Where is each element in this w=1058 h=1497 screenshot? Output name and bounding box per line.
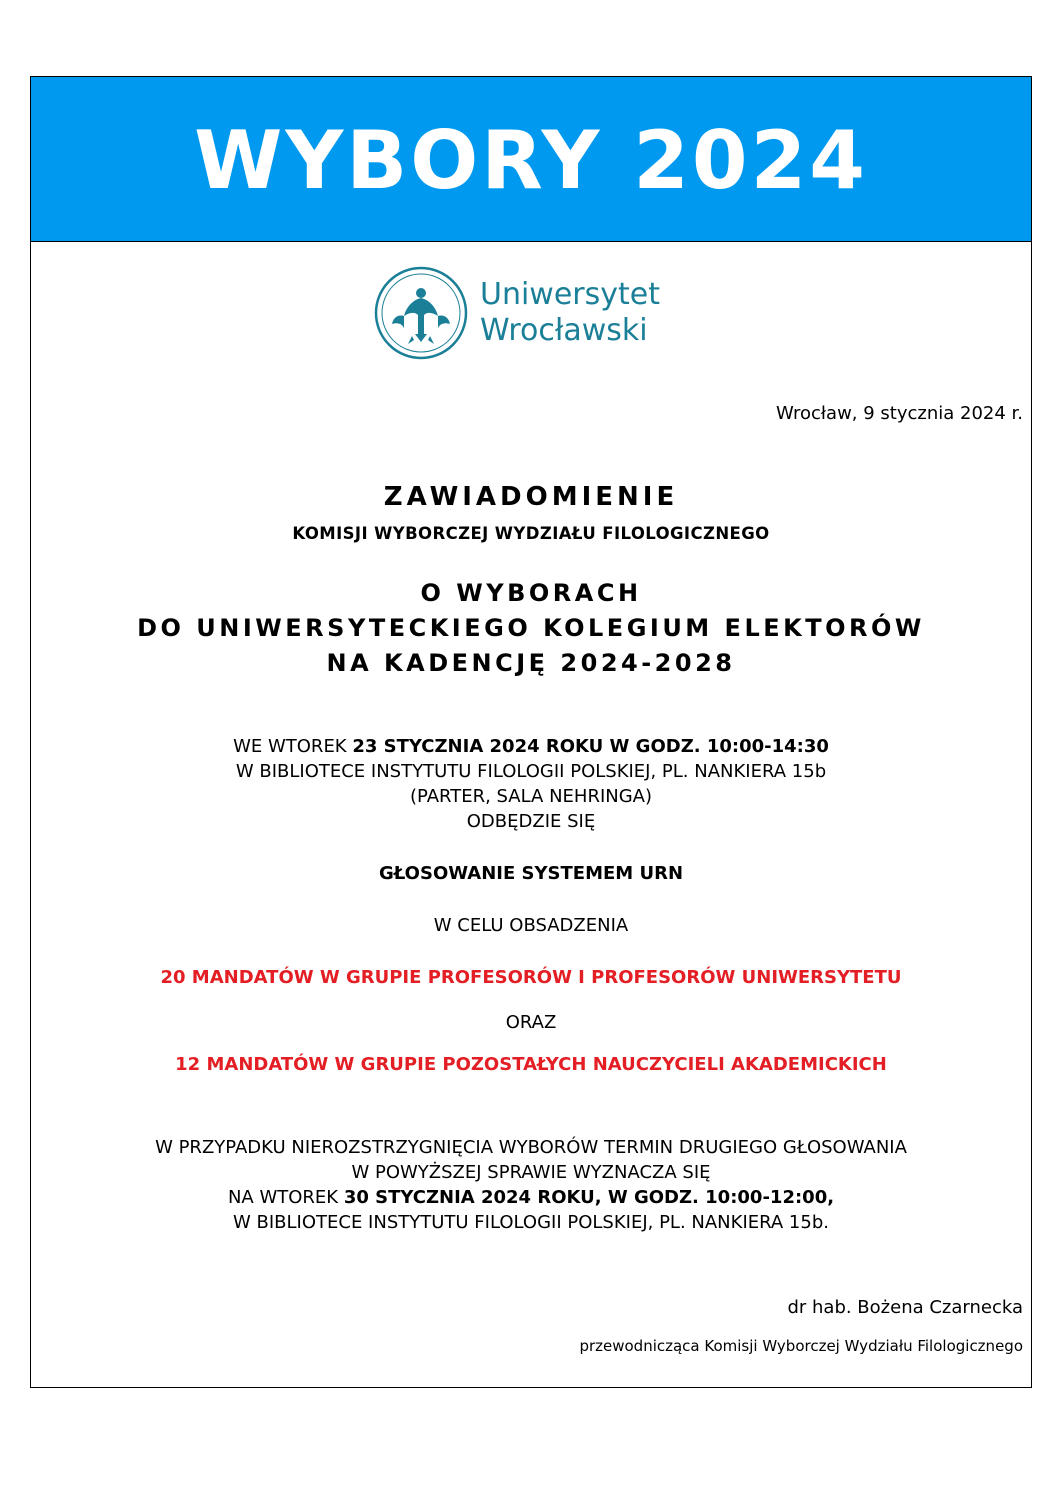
banner-title: WYBORY 2024: [194, 114, 868, 207]
second-vote-details: [31, 1135, 1031, 1235]
election-heading: [31, 576, 1031, 681]
university-logo: [374, 266, 660, 360]
university-name: [480, 277, 660, 349]
voting-purpose: W CELU OBSADZENIA: [433, 915, 629, 936]
election-will-take-place: ODBĘDZIE SIĘ: [466, 811, 596, 832]
university-name-line2: Wrocławski: [480, 313, 648, 348]
second-vote-prefix: NA WTOREK: [227, 1187, 344, 1208]
notice-title: ZAWIADOMIENIE: [383, 482, 679, 512]
signatory-name: dr hab. Bożena Czarnecka: [787, 1297, 1023, 1318]
header-banner: [31, 77, 1031, 242]
signatory-role: przewodnicząca Komisji Wyborczej Wydziału Filologicznego: [579, 1337, 1023, 1355]
conjunction-oraz: ORAZ: [505, 1012, 557, 1033]
second-vote-line2: W POWYŻSZEJ SPRAWIE WYZNACZA SIĘ: [351, 1162, 711, 1183]
election-heading-line2: DO UNIWERSYTECKIEGO KOLEGIUM ELEKTORÓW: [137, 614, 925, 642]
notice-frame: [30, 76, 1032, 1388]
election-date: 23 STYCZNIA 2024 ROKU W GODZ. 10:00-14:30: [352, 736, 829, 757]
election-details: [31, 734, 1031, 834]
notice-date: Wrocław, 9 stycznia 2024 r.: [776, 403, 1023, 424]
second-vote-line4: W BIBLIOTECE INSTYTUTU FILOLOGII POLSKIEJ, PL. NANKIERA 15b.: [232, 1212, 829, 1233]
mandates-other-teachers: 12 MANDATÓW W GRUPIE POZOSTAŁYCH NAUCZYCIELI AKADEMICKICH: [175, 1054, 887, 1075]
second-vote-date: 30 STYCZNIA 2024 ROKU, W GODZ. 10:00-12:00,: [343, 1187, 835, 1208]
election-room: (PARTER, SALA NEHRINGA): [409, 786, 653, 807]
election-date-prefix: WE WTOREK: [233, 736, 353, 757]
mandates-professors: 20 MANDATÓW W GRUPIE PROFESORÓW I PROFESORÓW UNIWERSYTETU: [160, 967, 902, 988]
university-name-line1: Uniwersytet: [480, 277, 660, 312]
election-place: W BIBLIOTECE INSTYTUTU FILOLOGII POLSKIEJ, PL. NANKIERA 15b: [235, 761, 827, 782]
election-date-line: [31, 734, 1031, 759]
university-eagle-emblem-icon: [374, 266, 468, 360]
second-vote-line3: [31, 1185, 1031, 1210]
election-heading-line3: NA KADENCJĘ 2024-2028: [326, 649, 736, 677]
election-heading-line1: O WYBORACH: [420, 579, 642, 607]
notice-subtitle: KOMISJI WYBORCZEJ WYDZIAŁU FILOLOGICZNEGO: [292, 524, 770, 543]
voting-method: GŁOSOWANIE SYSTEMEM URN: [378, 863, 684, 884]
second-vote-line1: W PRZYPADKU NIEROZSTRZYGNIĘCIA WYBORÓW TERMIN DRUGIEGO GŁOSOWANIA: [155, 1137, 907, 1158]
